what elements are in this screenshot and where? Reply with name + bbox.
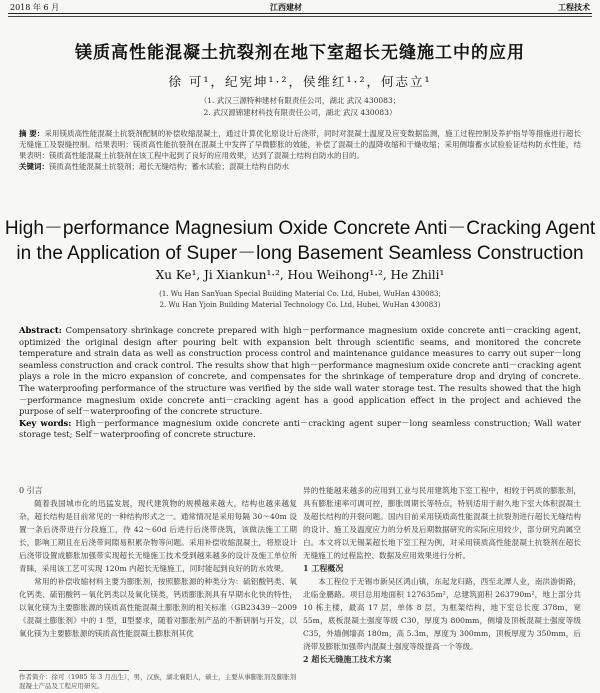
paragraph: 随着我国城市化的迅猛发展，现代建筑物的规模越来越大，结构也越来越复杂，超长结构是目前常见的一种结构形式之一。通常情况是采用每隔 30～40m 设置一条后浇带进行分段施工，待 42～60d 后进行后浇带浇筑，该做法施工工期长，影响工期且在后浇带间隙易积累杂物等问题。采用补偿收缩混凝土，将原设计后浇带设置成膨胀加强带实现超长无缝施工技术受到越来越多的设计及施工单位所青睐，采用该工艺可实现 120m 内超长无缝施工，同时能起到良好的防水效果。 xyxy=(19,499,297,573)
en-title xyxy=(0,216,600,266)
section-heading-scheme: 2 超长无缝施工技术方案 xyxy=(303,654,392,664)
en-keywords-text: High－performance magnesium oxide concrete anti－cracking agent super－long seamless construction; Wall water storage test; Self－waterproofing of concrete structure. xyxy=(19,417,582,440)
header-rule-thin xyxy=(8,16,592,17)
body-column-right xyxy=(303,484,581,666)
cn-keywords-text: 镁质高性能混凝土抗裂剂；超长无缝结构；蓄水试验；混凝土结构自防水 xyxy=(49,162,289,171)
header-rule xyxy=(8,13,592,14)
en-title-line-2: in the Application of Super－long Basement Seamless Construction xyxy=(16,243,584,264)
cn-abstract-label: 摘 要： xyxy=(19,129,45,138)
paragraph: 常用的补偿收缩材料主要为膨胀剂，按照膨胀源的种类分为：硫铝酸钙类、氧化钙类、硫铝酸钙－氧化钙类以及氧化镁类，钙质膨胀剂具有早期水化快的特性，以氧化镁为主要膨胀源的镁质高性能混凝土膨胀剂的相关标准（GB23439－2009《混凝土膨胀剂》中的 1 型，Ⅱ型要求，随着对膨胀剂产品的不断研制与开发，以氧化镁为主要膨胀源的镁质高性能混凝土膨胀剂其优 xyxy=(19,577,297,638)
header-journal: 江西建材 xyxy=(270,2,302,12)
body-column-left xyxy=(19,484,297,640)
running-header xyxy=(0,0,600,14)
cn-abstract-text: 采用镁质高性能混凝土抗裂剂配制的补偿收缩混凝土，通过计算优化原设计后浇带，同时对混凝土温度及应变数据监测，施工过程控制及养护指导等措施进行超长无缝施工及裂缝控制。结果表明：镁质高性能抗裂剂在混凝土中发挥了早微膨胀的效能，补偿了混凝土的温降收缩和干燥收缩；采用侧墙蓄水试验验证结构防水性能，结果表明：镁质高性能混凝土抗裂剂在该工程中起到了良好的应用效果，达到了混凝土结构自防水的目的。 xyxy=(19,129,581,160)
en-abstract-text: Compensatory shrinkage concrete prepared with high－performance magnesium oxide concrete anti－cracking agent, optimized the original design after pouring belt with expansion belt through scientific seams, and monitored the concrete temperature and strain data as well as construction process control and maintenance guidance measures to carry out super－long seamless construction and crack control. The results show that high－performance magnesium oxide concrete anti－cracking agent plays a role in the micro expansion of concrete, and compensates for the shrinkage of temperature drop and drying of concrete. The waterproofing performance of the structure was verified by the side wall water storage test. The results showed that the high－performance magnesium oxide concrete anti－cracking agent has a good application effect in the project and achieved the purpose of self－waterproofing of the concrete structure. xyxy=(19,325,581,417)
header-date: 2018 年 6 月 xyxy=(10,3,60,12)
cn-abstract xyxy=(19,128,581,172)
cn-affiliation-1: （1. 武汉三源特种建材有限责任公司，湖北 武汉 430083； xyxy=(199,96,401,105)
en-abstract-label: Abstract: xyxy=(19,325,62,335)
section-heading-intro: 0 引言 xyxy=(19,486,43,495)
en-abstract xyxy=(19,325,581,441)
cn-title: 镁质高性能混凝土抗裂剂在地下室超长无缝施工中的应用 xyxy=(75,43,525,63)
paragraph: 异的性能越来越多的应用到工业与民用建筑地下室工程中，相较于钙质的膨胀剂，具有膨胀速率可调可控，膨胀周期长等特点，特别适用于耐久地下室大体积混凝土及超长结构的开裂问题。国内目前采用镁质高性能混凝土抗裂剂进行超长无缝结构的设计、施工及温度应力的分析及后期数据研究的实际应用较少，部分研究尚属空白。本文将以无锡某超长地下室工程为例，对采用镁质高性能混凝土抗裂剂在超长无缝施工的过程监控、数据及应用效果进行分析。 xyxy=(303,486,581,560)
cn-affiliation-2: 2. 武汉源锦建材科技有限责任公司，湖北 武汉 430083） xyxy=(203,108,397,117)
en-affiliation-1: (1. Wu Han SanYuan Special Building Material Co. Ltd, Hubei, WuHan 430083; xyxy=(159,290,441,298)
en-authors: Xu Ke¹, Ji Xiankun¹·², Hou Weihong¹·², He Zhili¹ xyxy=(155,268,445,282)
header-section: 工程技术 xyxy=(558,2,590,12)
en-title-line-1: High－performance Magnesium Oxide Concrete Anti－Cracking Agent xyxy=(4,218,596,239)
cn-keywords-label: 关键词： xyxy=(19,162,49,171)
section-heading-project: 1 工程概况 xyxy=(303,563,344,573)
footnote-rule xyxy=(19,670,129,671)
author-footnote: 作者简介：徐可（1985 年 3 月出生），男，汉族，湖北襄阳人，硕士，主要从事膨胀剂及膨胀剂混凝土产品及工程应用研究。 xyxy=(19,673,297,690)
en-keywords-label: Key words: xyxy=(19,417,72,428)
en-affiliation-2: 2. Wu Han Yjoin Building Material Technology Co. Ltd, Hubei, WuHan 430083) xyxy=(159,301,441,309)
paragraph: 本工程位于无锡市新吴区鸿山镇，东起龙归路，西至北潭人业，南洪游街路，北临金鹏路。项目总用地面积 127635m²，总建筑面积 263790m²，地上部分共 10 栋主楼，最高 17 层，单体 8 层，为框架结构，地下室总长度 378m，宽 55m，底板混凝土强度等级 C30，厚度为 800mm，侧墙及顶板混凝土强度等级 C35，外墙侧墙高 180m，高 5.3m，厚度为 300mm，顶板厚度为 350mm，后浇带及膨胀加强带内混凝土强度等级提高一个等级。 xyxy=(303,577,581,651)
cn-authors: 徐 可¹，纪宪坤¹·²，侯维红¹·²，何志立¹ xyxy=(168,74,432,89)
